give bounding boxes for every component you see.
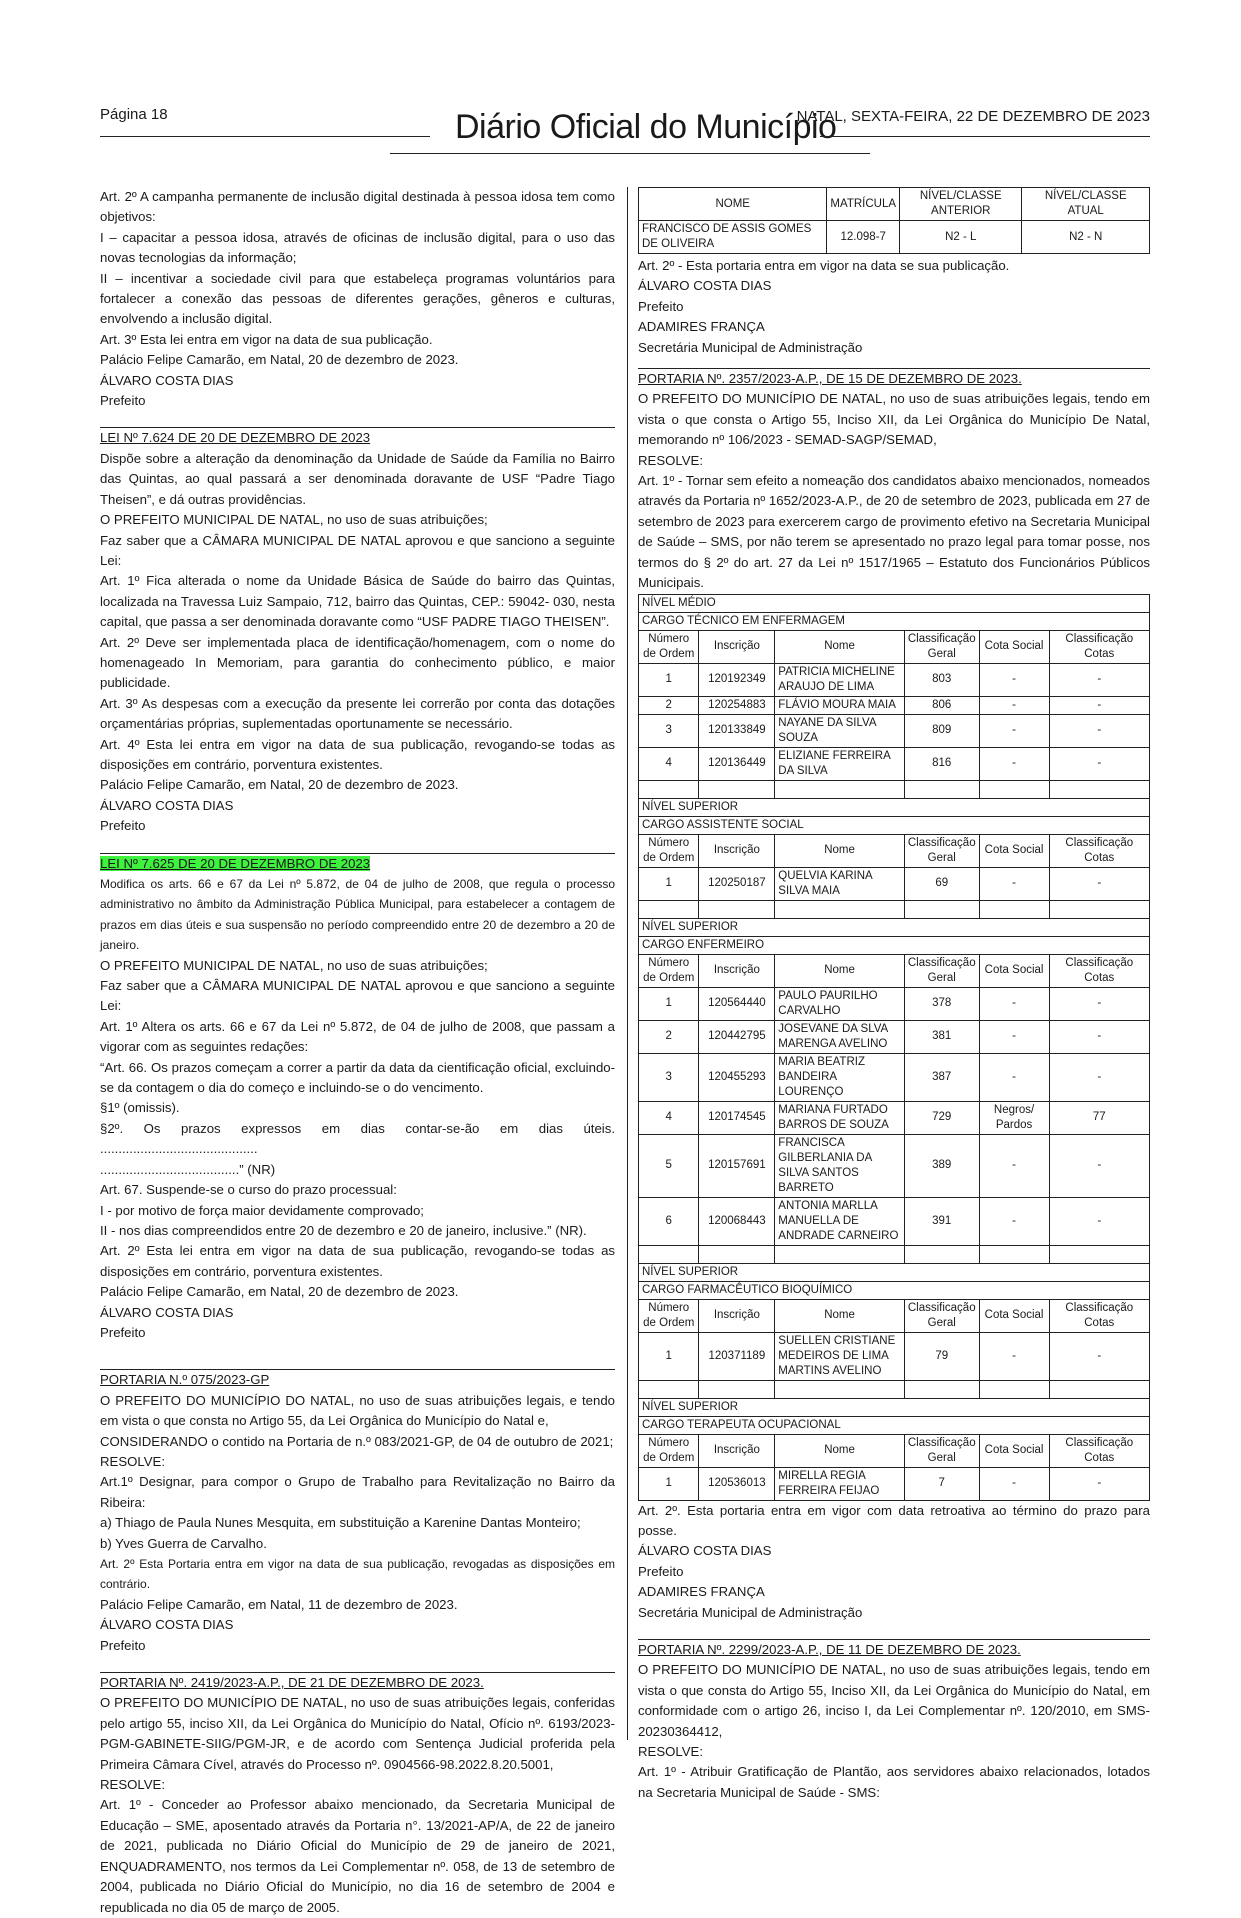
table-header: Número de Ordem (639, 834, 699, 867)
lei-7624-ementa: Dispõe sobre a alteração da denominação da Unidade de Saúde da Família no Bairro das Quintas, ao qual passará a ser denominada doravante de USF “Padre Tiago Theisen”, e dá outras providências. (100, 450, 615, 507)
table-header: Número de Ordem (639, 630, 699, 663)
portaria-2357-title: PORTARIA Nº. 2357/2023-A.P., DE 15 DE DEZEMBRO DE 2023. (638, 371, 1022, 387)
table-header: Classificação Cotas (1049, 1299, 1149, 1332)
table-cell: - (979, 696, 1049, 714)
table-header: Classificação Cotas (1049, 954, 1149, 987)
lei-7624-title: LEI Nº 7.624 DE 20 DE DEZEMBRO DE 2023 (100, 430, 371, 446)
table-cell (1049, 1245, 1149, 1263)
lei-7625-place-date: Palácio Felipe Camarão, em Natal, 20 de dezembro de 2023. (100, 1284, 459, 1300)
cargo-row (639, 612, 1150, 630)
portaria-075-place-date: Palácio Felipe Camarão, em Natal, 11 de dezembro de 2023. (100, 1596, 458, 1612)
table-cell: NAYANE DA SILVA SOUZA (775, 714, 905, 747)
table-header: Classificação Geral (904, 630, 979, 663)
table-cell: N2 - N (1022, 221, 1150, 254)
table-header: Inscrição (699, 954, 775, 987)
portaria-2357-art2: Art. 2º. Esta portaria entra em vigor com data retroativa ao término do prazo para posse. (638, 1502, 1150, 1538)
table-cell: - (979, 1053, 1049, 1101)
right-column (638, 187, 1150, 1803)
portaria-2357-para: O PREFEITO DO MUNICÍPIO DE NATAL, no uso de suas atribuições legais, tendo em vista o que consta o Artigo 55, Inciso XII, da Lei Orgânica do Município De Natal, memorando nº 106/2023 - SEMAD-SAGP/SEMAD, (638, 391, 1150, 448)
table-cell (699, 780, 775, 798)
table-cell: ANTONIA MARLLA MANUELLA DE ANDRADE CARNEIRO (775, 1197, 905, 1245)
table-cell: 120564440 (699, 987, 775, 1020)
table-row (639, 747, 1150, 780)
table-cell (979, 900, 1049, 918)
nivel-row (639, 918, 1150, 936)
table-header: NÍVEL/CLASSE ATUAL (1022, 188, 1150, 221)
header-rule-right (820, 136, 1150, 137)
table-cell: - (1049, 1467, 1149, 1500)
lei-7625-para: O PREFEITO MUNICIPAL DE NATAL, no uso de suas atribuições; (100, 957, 488, 973)
table-cell: 803 (904, 663, 979, 696)
table-header: Número de Ordem (639, 1299, 699, 1332)
portaria-2419-title: PORTARIA Nº. 2419/2023-A.P., DE 21 DE DEZEMBRO DE 2023. (100, 1675, 484, 1691)
table-cell: 120442795 (699, 1020, 775, 1053)
table-cell: - (1049, 987, 1149, 1020)
table-cell (1049, 900, 1149, 918)
cargo-label: CARGO ASSISTENTE SOCIAL (639, 816, 1150, 834)
lei-7625-ementa: Modifica os arts. 66 e 67 da Lei nº 5.872, de 04 de julho de 2008, que regula o processo administrativo no âmbito da Administração Pública Municipal, para estabelecer a contagem de prazos em dias úteis e sua suspensão no período compreendido entre 20 de dezembro a 20 de janeiro. (100, 877, 615, 953)
table-cell: 7 (904, 1467, 979, 1500)
lei-7625-par1: §1º (omissis). (100, 1100, 180, 1116)
lei-7624-art2: Art. 2º Deve ser implementada placa de identificação/homenagem, com o nome do homenageado In Memoriam, para garantia do conhecimento público, e maior publicidade. (100, 634, 615, 691)
table-header: Número de Ordem (639, 954, 699, 987)
table-cell: 120133849 (699, 714, 775, 747)
table-cell: 729 (904, 1101, 979, 1134)
table-header: MATRÍCULA (827, 188, 900, 221)
lei-7625-par2: §2º. Os prazos expressos em dias contar-se-ão em dias úteis. ........................................... (100, 1120, 615, 1157)
table-cell: 120136449 (699, 747, 775, 780)
intro-place-date: Palácio Felipe Camarão, em Natal, 20 de dezembro de 2023. (100, 352, 459, 368)
table-cell: 809 (904, 714, 979, 747)
cargo-row (639, 1281, 1150, 1299)
lei-7625-inciso-1: I - por motivo de força maior devidamente comprovado; (100, 1202, 424, 1218)
lei-7625-art67: Art. 67. Suspende-se o curso do prazo processual: (100, 1182, 397, 1198)
lei-7624-signer: ÁLVARO COSTA DIAS (100, 797, 234, 813)
table-cell: Negros/ Pardos (979, 1101, 1049, 1134)
nivel-label: NÍVEL SUPERIOR (639, 1398, 1150, 1416)
intro-signer-role: Prefeito (100, 393, 146, 409)
cargo-label: CARGO TERAPEUTA OCUPACIONAL (639, 1416, 1150, 1434)
lei-7625-para: Faz saber que a CÂMARA MUNICIPAL DE NATAL aprovou e que sanciono a seguinte Lei: (100, 978, 615, 1014)
portaria-075-para: RESOLVE: (100, 1453, 165, 1469)
portaria-2357-signer: ÁLVARO COSTA DIAS (638, 1543, 772, 1559)
table-cell: 120068443 (699, 1197, 775, 1245)
lei-7625-section (100, 854, 615, 1344)
table-cell: PATRICIA MICHELINE ARAUJO DE LIMA (775, 663, 905, 696)
table-row (639, 1467, 1150, 1500)
table-cell: - (979, 1134, 1049, 1197)
table-cell: 69 (904, 867, 979, 900)
table-header-row (639, 1434, 1150, 1467)
table-header: Cota Social (979, 954, 1049, 987)
lei-7625-par2-cont: ......................................” (NR) (100, 1161, 276, 1177)
table-header: Inscrição (699, 630, 775, 663)
table-cell: FRANCISCO DE ASSIS GOMES DE OLIVEIRA (639, 221, 827, 254)
table-cell: - (979, 714, 1049, 747)
table-row (639, 1053, 1150, 1101)
left-column (100, 187, 615, 1918)
table-cell: 120250187 (699, 867, 775, 900)
table-cell (639, 900, 699, 918)
cargo-row (639, 936, 1150, 954)
portaria-2419-para: O PREFEITO DO MUNICÍPIO DE NATAL, no uso de suas atribuições legais, conferidas pelo artigo 55, inciso XII, da Lei Orgânica do Município do Natal, Ofício nº. 6193/2023-PGM-GABINETE-SIIG/PGM-JR, e de acordo com Sentença Judicial proferida pela Primeira Câmara Cível, através do Processo nº. 0904566-98.2022.8.20.5001, (100, 1695, 615, 1772)
table-cell: - (1049, 1020, 1149, 1053)
table-cell: QUELVIA KARINA SILVA MAIA (775, 867, 905, 900)
table-header: Cota Social (979, 1434, 1049, 1467)
table-cell: 120157691 (699, 1134, 775, 1197)
table-row (639, 987, 1150, 1020)
lei-7624-art4: Art. 4º Esta lei entra em vigor na data de sua publicação, revogando-se todas as disposições em contrário, porventura existentes. (100, 736, 615, 772)
table-row (639, 221, 1150, 254)
table-cell: - (1049, 714, 1149, 747)
table-cell: 120192349 (699, 663, 775, 696)
lei-7624-art3: Art. 3º As despesas com a execução da presente lei correrão por conta das dotações orçamentárias próprias, suplementadas oportunamente se necessário. (100, 695, 615, 732)
cargo-label: CARGO FARMACÊUTICO BIOQUÍMICO (639, 1281, 1150, 1299)
portaria-075-art1: Art.1º Designar, para compor o Grupo de Trabalho para Revitalização no Bairro da Ribeira: (100, 1474, 615, 1510)
lei-7625-signer-role: Prefeito (100, 1324, 146, 1340)
table-cell: - (979, 1197, 1049, 1245)
table-cell: MIRELLA REGIA FERREIRA FEIJAO (775, 1467, 905, 1500)
table-row (639, 867, 1150, 900)
blank-row (639, 780, 1150, 798)
table-header: Classificação Cotas (1049, 1434, 1149, 1467)
cargo-row (639, 1416, 1150, 1434)
table-cell: - (1049, 1134, 1149, 1197)
lei-7625-inciso-2: II - nos dias compreendidos entre 20 de dezembro e 20 de janeiro, inclusive.” (NR). (100, 1222, 587, 1238)
intro-signer: ÁLVARO COSTA DIAS (100, 372, 234, 388)
blank-row (639, 900, 1150, 918)
table-header-row (639, 834, 1150, 867)
portaria-075-signer: ÁLVARO COSTA DIAS (100, 1617, 234, 1633)
portaria-2357-section (638, 369, 1150, 1623)
table-cell: 1 (639, 1467, 699, 1500)
table-cell: 79 (904, 1332, 979, 1380)
table-cell (904, 1380, 979, 1398)
portaria-2299-art1: Art. 1º - Atribuir Gratificação de Plantão, aos servidores abaixo relacionados, lotados na Secretaria Municipal de Saúde - SMS: (638, 1764, 1150, 1800)
table-cell (639, 780, 699, 798)
header-rule-left (100, 136, 430, 137)
portaria-075-para: O PREFEITO DO MUNICÍPIO DO NATAL, no uso de suas atribuições legais, e tendo em vista o que consta no Artigo 55, da Lei Orgânica do Município do Natal e, (100, 1392, 615, 1429)
nivel-row (639, 1398, 1150, 1416)
table-cell: - (979, 867, 1049, 900)
table-cell: 2 (639, 696, 699, 714)
table-header: Cota Social (979, 1299, 1049, 1332)
lei-7624-art1: Art. 1º Fica alterada o nome da Unidade Básica de Saúde do bairro das Quintas, localizada na Travessa Luiz Sampaio, 712, bairro das Quintas, CEP.: 59042- 030, nesta capital, que passa a ser denominada doravante como “USF PADRE TIAGO THEISEN”. (100, 573, 615, 630)
table-cell: 4 (639, 1101, 699, 1134)
table-cell: 12.098-7 (827, 221, 900, 254)
portaria-2357-signer-role: Prefeito (638, 1563, 684, 1579)
table-cell: 1 (639, 987, 699, 1020)
portaria-075-title: PORTARIA N.º 075/2023-GP (100, 1372, 270, 1388)
table-header: NOME (639, 188, 827, 221)
lei-7625-art66: “Art. 66. Os prazos começam a correr a partir da data da cientificação oficial, excluindo-se da contagem o dia do começo e incluindo-se o do vencimento. (100, 1059, 615, 1096)
intro-art3: Art. 3º Esta lei entra em vigor na data de sua publicação. (100, 331, 433, 347)
table-cell (1049, 780, 1149, 798)
lei-7625-art2: Art. 2º Esta lei entra em vigor na data de sua publicação, revogando-se todas as disposições em contrário, porventura existentes. (100, 1243, 615, 1279)
table-header-row (639, 1299, 1150, 1332)
table-header: Inscrição (699, 1434, 775, 1467)
table-cell (639, 1380, 699, 1398)
nivel-label: NÍVEL SUPERIOR (639, 798, 1150, 816)
table-row (639, 1134, 1150, 1197)
portaria-2357-cosigner: ADAMIRES FRANÇA (638, 1584, 765, 1600)
table-header: Número de Ordem (639, 1434, 699, 1467)
table-cell: 6 (639, 1197, 699, 1245)
nivel-row (639, 1263, 1150, 1281)
table-cell: 378 (904, 987, 979, 1020)
table-cell (904, 780, 979, 798)
table-cell: JOSEVANE DA SLVA MARENGA AVELINO (775, 1020, 905, 1053)
cosigner-role: Secretária Municipal de Administração (638, 339, 863, 355)
portaria-2419-resolve: RESOLVE: (100, 1777, 165, 1793)
table-header: Cota Social (979, 630, 1049, 663)
table-cell: 120254883 (699, 696, 775, 714)
intro-section (100, 187, 615, 411)
table-cell (904, 1245, 979, 1263)
table-cell: 1 (639, 1332, 699, 1380)
table-cell: - (979, 1467, 1049, 1500)
table-cell: 5 (639, 1134, 699, 1197)
table-cell (979, 1245, 1049, 1263)
table-header: Classificação Cotas (1049, 630, 1149, 663)
table-cell: - (979, 663, 1049, 696)
table-cell (775, 900, 905, 918)
table-cell (775, 780, 905, 798)
table-cell: 381 (904, 1020, 979, 1053)
table-cell: MARIA BEATRIZ BANDEIRA LOURENÇO (775, 1053, 905, 1101)
table-header: Classificação Cotas (1049, 834, 1149, 867)
table-cell: - (1049, 1332, 1149, 1380)
portaria-2299-para: O PREFEITO DO MUNICÍPIO DE NATAL, no uso de suas atribuições legais, tendo em vista o que consta do Artigo 55, Inciso XII, da Lei Orgânica do Município do Natal, em conformidade com o artigo 26, inciso I, da Lei Complementar nº. 120/2010, em SMS-20230364412, (638, 1662, 1150, 1739)
table-cell: - (1049, 1053, 1149, 1101)
signer: ÁLVARO COSTA DIAS (638, 278, 772, 294)
table-cell: 120174545 (699, 1101, 775, 1134)
table-header: Nome (775, 630, 905, 663)
table-cell: PAULO PAURILHO CARVALHO (775, 987, 905, 1020)
lei-7624-signer-role: Prefeito (100, 818, 146, 834)
table-cell (775, 1380, 905, 1398)
table-cell: 120455293 (699, 1053, 775, 1101)
table-header-row (639, 954, 1150, 987)
table-cell: SUELLEN CRISTIANE MEDEIROS DE LIMA MARTINS AVELINO (775, 1332, 905, 1380)
nivel-label: NÍVEL SUPERIOR (639, 918, 1150, 936)
intro-inciso-1: I – capacitar a pessoa idosa, através de oficinas de inclusão digital, para o uso das novas tecnologias da informação; (100, 229, 615, 266)
table-row (639, 663, 1150, 696)
cargo-label: CARGO TÉCNICO EM ENFERMAGEM (639, 612, 1150, 630)
nivel-label: NÍVEL MÉDIO (639, 594, 1150, 612)
portaria-075-art2: Art. 2º Esta Portaria entra em vigor na data de sua publicação, revogadas as disposições em contrário. (100, 1557, 615, 1592)
table-cell: 2 (639, 1020, 699, 1053)
portaria-2419-art1: Art. 1º - Conceder ao Professor abaixo mencionado, da Secretaria Municipal de Educação – SME, aposentado através da Portaria n°. 13/2021-AP/A, de 22 de janeiro de 2021, publicada no Diário Oficial do Município de 29 de janeiro de 2021, ENQUADRAMENTO, nos termos da Lei Complementar nº. 058, de 13 de setembro de 2004, publicada no Diário Oficial do Município, no dia 16 de setembro de 2004 e republicada no dia 05 de março de 2005. (100, 1797, 615, 1915)
table-cell: - (1049, 1197, 1149, 1245)
table-cell: - (1049, 747, 1149, 780)
table-cell (699, 900, 775, 918)
table-cell: - (979, 1332, 1049, 1380)
intro-inciso-2: II – incentivar a sociedade civil para que estabeleça programas voluntários para fortalecer a conexão das pessoas de diferentes gerações, gêneros e culturas, envolvendo a inclusão digital. (100, 270, 615, 327)
table-cell: ELIZIANE FERREIRA DA SILVA (775, 747, 905, 780)
blank-row (639, 1245, 1150, 1263)
portaria-2299-section (638, 1640, 1150, 1803)
portaria-075-para: CONSIDERANDO o contido na Portaria de n.º 083/2021-GP, de 04 de outubro de 2021; (100, 1433, 614, 1449)
table-cell: MARIANA FURTADO BARROS DE SOUZA (775, 1101, 905, 1134)
table-header: Nome (775, 1299, 905, 1332)
table-row (639, 1101, 1150, 1134)
table-cell: 4 (639, 747, 699, 780)
table-cell: 816 (904, 747, 979, 780)
table-cell (775, 1245, 905, 1263)
newspaper-title: Diário Oficial do Município (455, 108, 837, 146)
table-header: NÍVEL/CLASSE ANTERIOR (900, 188, 1022, 221)
table-header: Classificação Geral (904, 1299, 979, 1332)
table-cell: 1 (639, 663, 699, 696)
lei-7624-para: Faz saber que a CÂMARA MUNICIPAL DE NATAL aprovou e que sanciono a seguinte Lei: (100, 532, 615, 568)
intro-art2: Art. 2º A campanha permanente de inclusão digital destinada à pessoa idosa tem como objetivos: (100, 189, 615, 225)
table-header: Inscrição (699, 834, 775, 867)
table-header: Inscrição (699, 1299, 775, 1332)
table-cell: N2 - L (900, 221, 1022, 254)
table-cell: FRANCISCA GILBERLANIA DA SILVA SANTOS BARRETO (775, 1134, 905, 1197)
lei-7625-art1: Art. 1º Altera os arts. 66 e 67 da Lei nº 5.872, de 04 de julho de 2008, que passam a vigorar com as seguintes redações: (100, 1018, 615, 1055)
table-cell: 389 (904, 1134, 979, 1197)
table-row (639, 1197, 1150, 1245)
portaria-2419-section (100, 1673, 615, 1918)
spacer (100, 1343, 615, 1353)
table-cell: - (1049, 663, 1149, 696)
column-separator (627, 187, 628, 1740)
table-row (639, 714, 1150, 747)
portaria-2357-cosigner-role: Secretária Municipal de Administração (638, 1604, 863, 1620)
portaria-075-item-b: b) Yves Guerra de Carvalho. (100, 1535, 267, 1551)
table-row (639, 696, 1150, 714)
table-header: Nome (775, 834, 905, 867)
portaria-2357-art1: Art. 1º - Tornar sem efeito a nomeação dos candidatos abaixo mencionados, nomeados através da Portaria nº 1652/2023-A.P., de 20 de setembro de 2023, publicada em 27 de setembro de 2023 para exercerem cargo de provimento efetivo na Secretaria Municipal de Saúde – SMS, por não terem se apresentado no prazo legal para tomar posse, nos termos do § 2º do art. 27 da Lei nº 1517/1965 – Estatuto dos Funcionários Públicos Municipais. (638, 473, 1150, 591)
portaria-075-signer-role: Prefeito (100, 1637, 146, 1653)
table-cell (1049, 1380, 1149, 1398)
portaria-075-item-a: a) Thiago de Paula Nunes Mesquita, em substituição a Karenine Dantas Monteiro; (100, 1515, 581, 1531)
cargo-label: CARGO ENFERMEIRO (639, 936, 1150, 954)
nomeacoes-tables (638, 594, 1150, 1501)
nivel-label: NÍVEL SUPERIOR (639, 1263, 1150, 1281)
table-cell: 120371189 (699, 1332, 775, 1380)
enquadramento-table (638, 187, 1150, 254)
table-cell (639, 1245, 699, 1263)
table-cell: - (1049, 867, 1149, 900)
table-cell: - (979, 1020, 1049, 1053)
table-header: Classificação Geral (904, 1434, 979, 1467)
cargo-row (639, 816, 1150, 834)
table-cell: 806 (904, 696, 979, 714)
nivel-row (639, 798, 1150, 816)
issue-date: NATAL, SEXTA-FEIRA, 22 DE DEZEMBRO DE 2023 (796, 108, 1150, 125)
nivel-row (639, 594, 1150, 612)
table-header: Classificação Geral (904, 954, 979, 987)
table-cell: FLÁVIO MOURA MAIA (775, 696, 905, 714)
lei-7624-place-date: Palácio Felipe Camarão, em Natal, 20 de dezembro de 2023. (100, 777, 459, 793)
table-cell: 3 (639, 714, 699, 747)
table-cell: 3 (639, 1053, 699, 1101)
header-rule-title (390, 153, 870, 154)
lei-7624-para: O PREFEITO MUNICIPAL DE NATAL, no uso de suas atribuições; (100, 512, 488, 528)
table-cell (699, 1380, 775, 1398)
table-cell: 1 (639, 867, 699, 900)
nomeacoes-table (638, 594, 1150, 1501)
lei-7624-section (100, 428, 615, 836)
table-header: Cota Social (979, 834, 1049, 867)
table-cell (699, 1245, 775, 1263)
table-header-row (639, 630, 1150, 663)
table-header: Nome (775, 954, 905, 987)
portaria-2299-resolve: RESOLVE: (638, 1743, 703, 1759)
table-cell (979, 780, 1049, 798)
table-cell: 387 (904, 1053, 979, 1101)
table-cell: - (979, 747, 1049, 780)
table-cell: 120536013 (699, 1467, 775, 1500)
portaria-2299-title: PORTARIA Nº. 2299/2023-A.P., DE 11 DE DEZEMBRO DE 2023. (638, 1641, 1021, 1657)
table-cell (979, 1380, 1049, 1398)
lei-7625-signer: ÁLVARO COSTA DIAS (100, 1304, 234, 1320)
enquadramento-art2: Art. 2º - Esta portaria entra em vigor na data se sua publicação. (638, 258, 1010, 273)
portaria-075-section (100, 1370, 615, 1656)
table-row (639, 1020, 1150, 1053)
table-cell: - (979, 987, 1049, 1020)
table-header: Nome (775, 1434, 905, 1467)
table-row (639, 1332, 1150, 1380)
table-cell: 391 (904, 1197, 979, 1245)
table-cell (904, 900, 979, 918)
cosigner: ADAMIRES FRANÇA (638, 319, 765, 335)
table-cell: - (1049, 696, 1149, 714)
lei-7625-title: LEI Nº 7.625 DE 20 DE DEZEMBRO DE 2023 (100, 855, 371, 871)
table-cell: 77 (1049, 1101, 1149, 1134)
signer-role: Prefeito (638, 298, 684, 314)
blank-row (639, 1380, 1150, 1398)
page-header (100, 100, 1150, 160)
table-header: Classificação Geral (904, 834, 979, 867)
portaria-2357-resolve: RESOLVE: (638, 452, 703, 468)
page-number: Página 18 (100, 106, 168, 123)
